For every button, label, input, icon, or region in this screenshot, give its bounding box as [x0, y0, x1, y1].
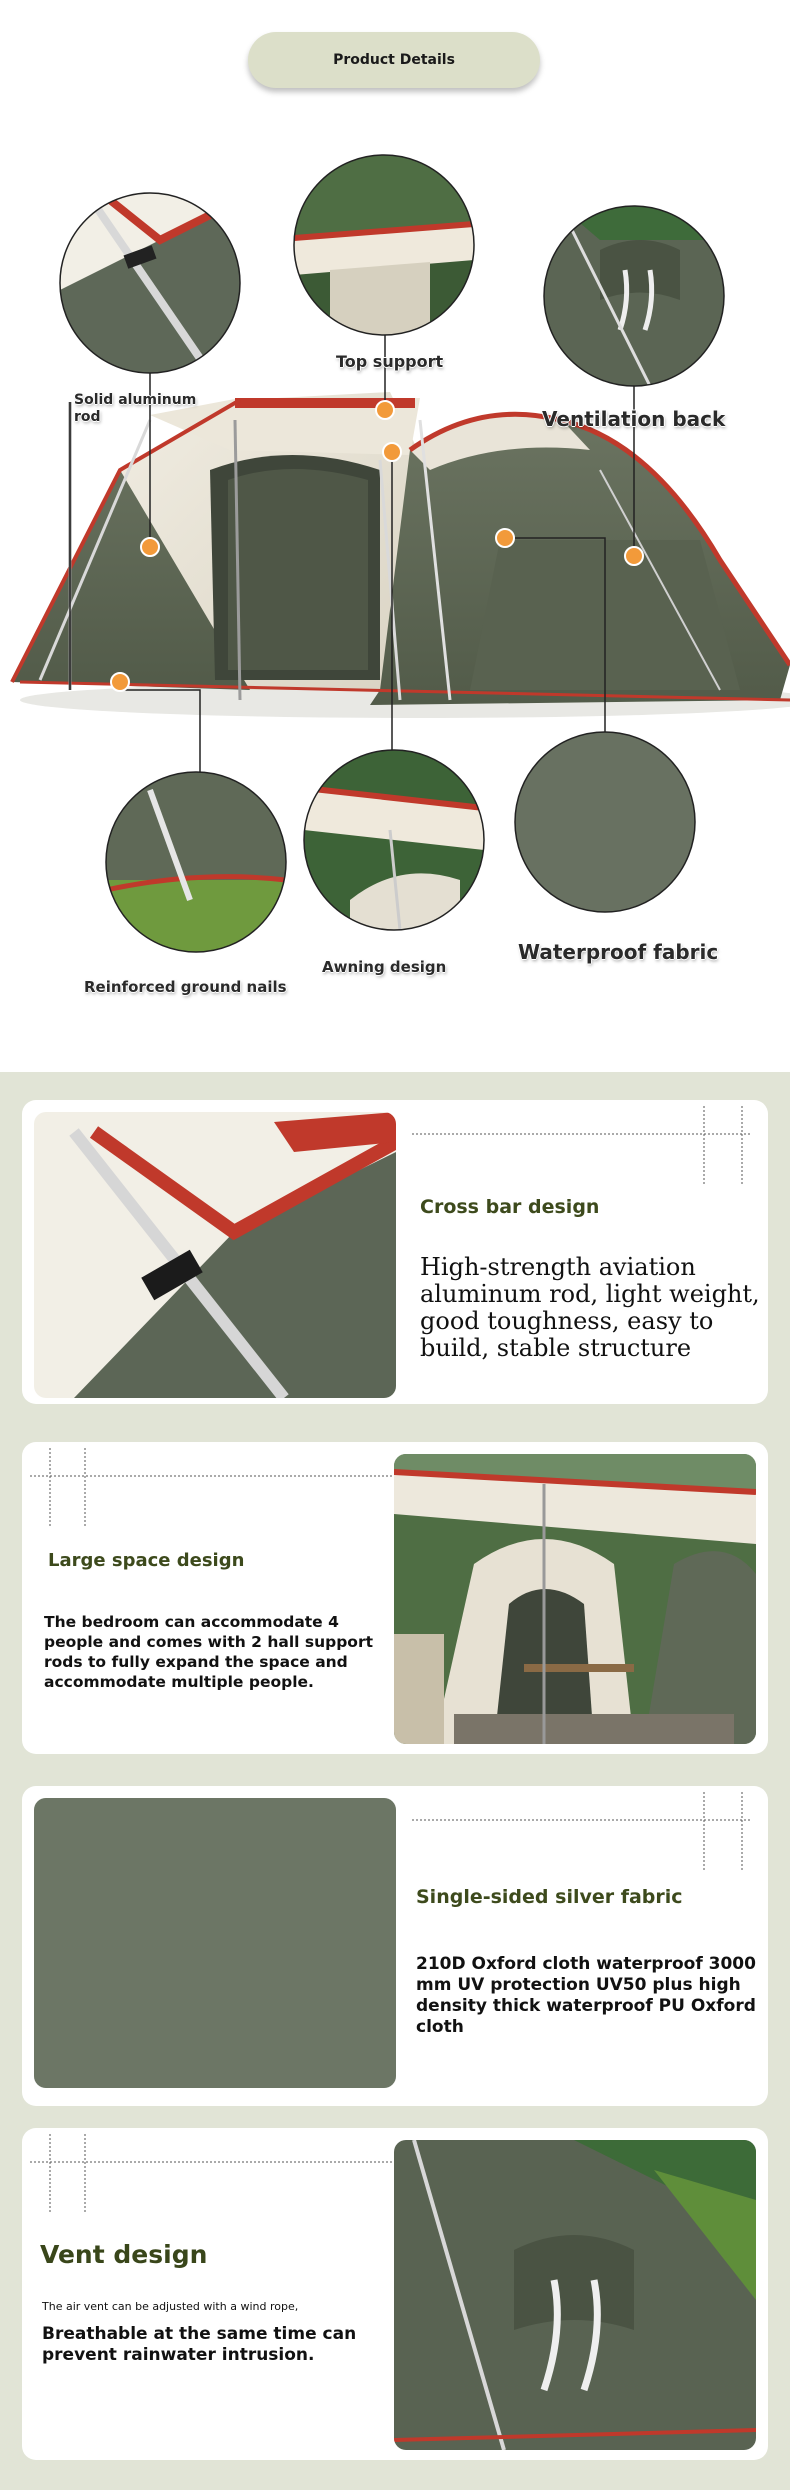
corner-deco-lines	[412, 1106, 768, 1184]
fabric-title: Single-sided silver fabric	[416, 1886, 683, 1908]
feature-card-large-space	[22, 1442, 768, 1754]
fabric-photo	[34, 1798, 396, 2088]
product-details-section	[0, 0, 790, 1072]
callout-solid-aluminum-rod: Solid aluminum rod	[74, 392, 197, 425]
feature-card-vent	[22, 2128, 768, 2460]
detail-circle-ventilation	[544, 206, 724, 386]
cross-bar-body: High-strength aviation aluminum rod, light weight, good toughness, easy to build, stable structure	[420, 1253, 760, 1362]
callout-top-support: Top support	[336, 352, 444, 371]
product-details-heading: Product Details	[248, 32, 540, 88]
callout-ventilation-back: Ventilation back	[542, 407, 726, 431]
large-space-photo	[394, 1454, 756, 1744]
large-space-title: Large space design	[48, 1550, 245, 1571]
fabric-body: 210D Oxford cloth waterproof 3000 mm UV protection UV50 plus high density thick waterproof PU Oxford cloth	[416, 1954, 756, 2037]
vent-note: The air vent can be adjusted with a wind rope,	[42, 2300, 299, 2313]
detail-circle-aluminum-rod	[60, 193, 240, 373]
cross-bar-photo	[34, 1112, 396, 1398]
tent-illustration	[12, 392, 790, 718]
vent-title: Vent design	[40, 2240, 208, 2269]
corner-deco-lines	[412, 1792, 768, 1870]
vent-body: Breathable at the same time can prevent rainwater intrusion.	[42, 2324, 357, 2365]
features-section	[0, 1072, 790, 2490]
corner-deco-lines	[30, 2134, 410, 2214]
feature-card-fabric	[22, 1786, 768, 2106]
vent-photo	[394, 2140, 756, 2450]
tent-diagram	[0, 0, 790, 1072]
callout-awning-design: Awning design	[322, 958, 447, 976]
detail-circle-fabric	[515, 732, 695, 912]
cross-bar-title: Cross bar design	[420, 1196, 600, 1218]
detail-circle-top-support	[294, 155, 474, 335]
large-space-body: The bedroom can accommodate 4 people and comes with 2 hall support rods to fully expand the space and accommodate multiple people.	[44, 1613, 374, 1691]
feature-card-cross-bar	[22, 1100, 768, 1404]
callout-waterproof-fabric: Waterproof fabric	[518, 940, 719, 964]
detail-circle-ground-nails	[106, 772, 286, 952]
corner-deco-lines	[30, 1448, 410, 1528]
callout-reinforced-ground-nails: Reinforced ground nails	[84, 978, 287, 996]
detail-circle-awning	[304, 750, 484, 930]
